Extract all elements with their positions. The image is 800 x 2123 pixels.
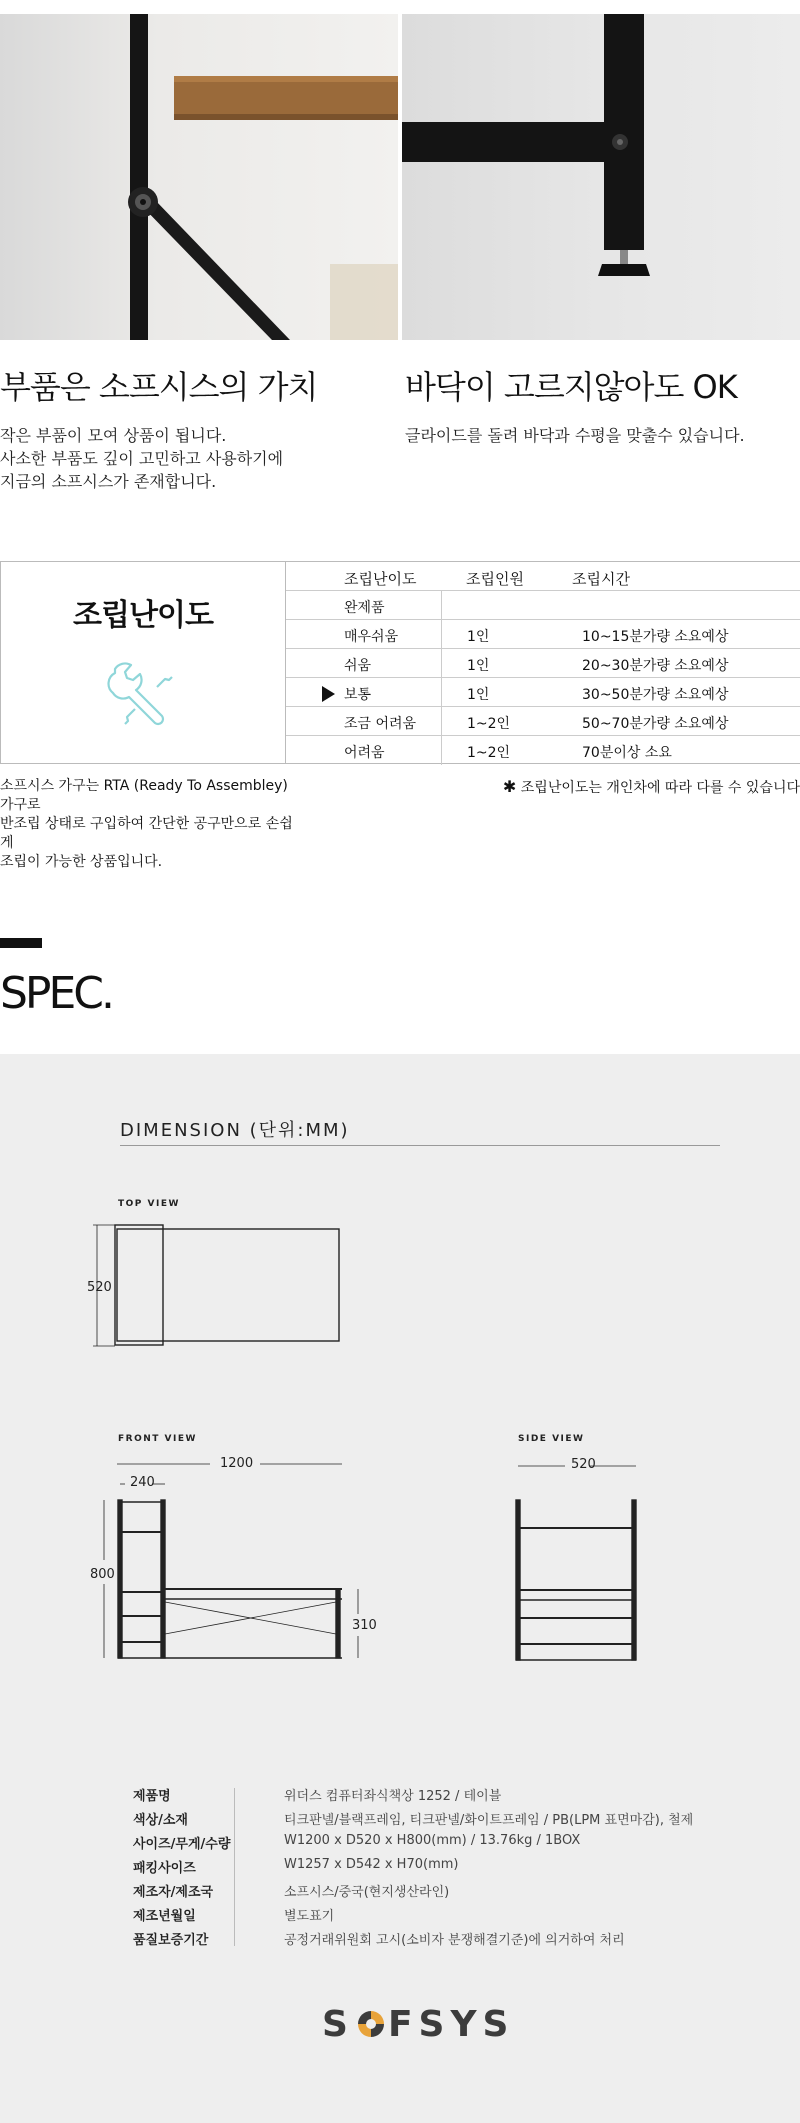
dimension-drawings [0, 1054, 800, 1754]
spec-value: W1257 x D542 x H70(mm) [284, 1857, 459, 1872]
header-people: 조립인원 [466, 570, 524, 588]
feature-glide [405, 362, 800, 447]
row-people: 1인 [467, 629, 490, 645]
spec-value: 공정거래위원회 고시(소비자 분쟁해결기준)에 의거하여 처리 [284, 1933, 625, 1948]
assembly-difficulty-section [0, 561, 800, 764]
row-level: 매우쉬움 [344, 629, 399, 645]
table-row [286, 707, 800, 736]
asterisk-icon: ✱ [502, 777, 517, 796]
wrench-icon [105, 657, 185, 737]
rta-note [0, 777, 300, 872]
table-row-selected [286, 678, 800, 707]
row-time: 70분이상 소요 [582, 745, 672, 761]
table-row [286, 649, 800, 678]
row-people: 1~2인 [467, 745, 511, 761]
front-view-label: FRONT VIEW [118, 1434, 197, 1444]
header-level: 조립난이도 [344, 570, 417, 588]
difficulty-disclaimer [503, 777, 800, 797]
spec-title: SPEC. [0, 968, 112, 1019]
table-row [286, 736, 800, 765]
row-time: 30~50분가량 소요예상 [582, 687, 729, 703]
row-level: 조금 어려움 [344, 716, 417, 732]
photo-joint-detail [0, 14, 398, 340]
table-row [286, 591, 800, 620]
feature-line: 사소한 부품도 깊이 고민하고 사용하기에 [0, 449, 284, 468]
feature-line: 지금의 소프시스가 존재합니다. [0, 472, 217, 491]
dimension-title: DIMENSION (단위:MM) [120, 1120, 350, 1141]
note-line: 소프시스 가구는 RTA (Ready To Assembley)가구로 [0, 778, 288, 813]
spec-row [133, 1805, 733, 1829]
logo-text-start: S [322, 2004, 354, 2045]
row-level: 완제품 [344, 600, 385, 616]
spec-row [133, 1781, 733, 1805]
row-time: 20~30분가량 소요예상 [582, 658, 729, 674]
row-time: 10~15분가량 소요예상 [582, 629, 729, 645]
row-time: 50~70분가량 소요예상 [582, 716, 729, 732]
spec-row [133, 1829, 733, 1853]
spec-row [133, 1925, 733, 1949]
note-line: 반조립 상태로 구입하여 간단한 공구만으로 손쉽게 [0, 816, 293, 851]
front-width-dimension: 1200 [220, 1456, 254, 1471]
spec-key: 제조년월일 [133, 1909, 196, 1924]
assembly-title: 조립난이도 [73, 598, 213, 633]
spec-row [133, 1853, 733, 1877]
assembly-table [286, 562, 800, 765]
assembly-table-header [286, 562, 800, 591]
top-view-label: TOP VIEW [118, 1199, 180, 1209]
logo-o-icon [356, 2007, 386, 2037]
spec-key: 패킹사이즈 [133, 1861, 196, 1876]
spec-row [133, 1877, 733, 1901]
shelf-width-dimension: 240 [130, 1475, 155, 1490]
row-level: 쉬움 [344, 658, 372, 674]
selected-pointer-icon [322, 686, 335, 702]
spec-panel [0, 1054, 800, 2123]
row-people: 1인 [467, 658, 490, 674]
row-level: 보통 [344, 687, 372, 703]
row-people: 1인 [467, 687, 490, 703]
assembly-title-box [0, 562, 286, 763]
spec-value: 위더스 컴퓨터좌식책상 1252 / 테이블 [284, 1789, 502, 1804]
spec-value: W1200 x D520 x H800(mm) / 13.76kg / 1BOX [284, 1833, 581, 1848]
spec-key: 사이즈/무게/수량 [133, 1837, 231, 1852]
feature-description [405, 424, 800, 447]
spec-key: 제품명 [133, 1789, 171, 1804]
side-depth-dimension: 520 [571, 1457, 596, 1472]
feature-description [0, 424, 390, 493]
spec-value: 소프시스/중국(현지생산라인) [284, 1885, 450, 1900]
feature-title: 바닥이 고르지않아도 OK [405, 368, 737, 406]
feature-line: 글라이드를 돌려 바닥과 수평을 맞출수 있습니다. [405, 426, 745, 445]
spec-key: 품질보증기간 [133, 1933, 209, 1948]
row-people: 1~2인 [467, 716, 511, 732]
feature-line: 작은 부품이 모여 상품이 됩니다. [0, 426, 227, 445]
photo-glide-detail [402, 14, 800, 340]
note-line: 조립이 가능한 상품입니다. [0, 854, 163, 870]
table-row [286, 620, 800, 649]
desk-height-dimension: 310 [352, 1618, 377, 1633]
spec-key: 색상/소재 [133, 1813, 188, 1828]
disclaimer-text: 조립난이도는 개인차에 따라 다를 수 있습니다 [520, 780, 800, 796]
header-time: 조립시간 [572, 570, 630, 588]
spec-value: 티크판넬/블랙프레임, 티크판넬/화이트프레임 / PB(LPM 표면마감), 철제 [284, 1813, 694, 1828]
feature-title: 부품은 소프시스의 가치 [0, 368, 318, 406]
top-depth-dimension: 520 [87, 1280, 112, 1295]
logo-text-end: FSYS [387, 2004, 515, 2045]
spec-row [133, 1901, 733, 1925]
sofsys-logo [322, 2004, 514, 2045]
front-view-drawing [104, 1464, 358, 1658]
spec-value: 별도표기 [284, 1909, 335, 1924]
side-view-drawing [516, 1466, 636, 1660]
top-view-drawing [93, 1225, 339, 1346]
feature-parts [0, 362, 390, 493]
side-view-label: SIDE VIEW [518, 1434, 585, 1444]
spec-table [133, 1781, 733, 1949]
front-height-dimension: 800 [90, 1567, 115, 1582]
row-level: 어려움 [344, 745, 385, 761]
spec-divider-bar [0, 938, 42, 948]
spec-key: 제조자/제조국 [133, 1885, 214, 1900]
